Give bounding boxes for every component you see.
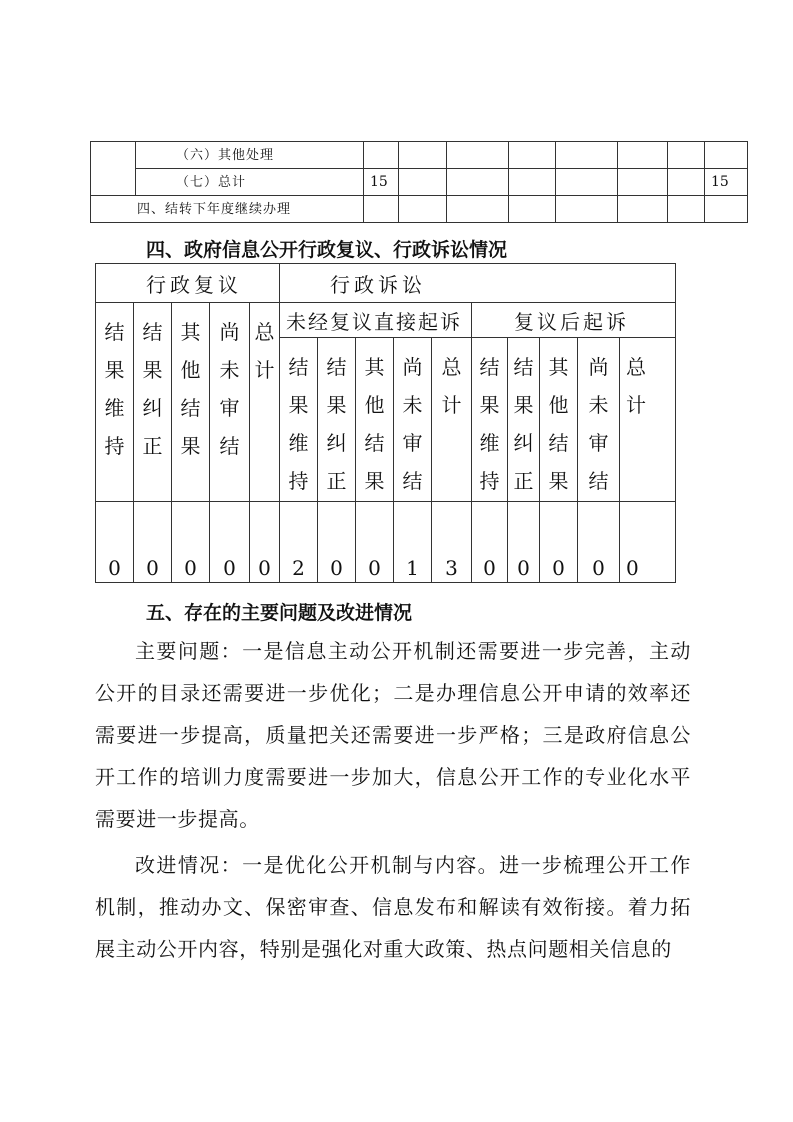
header-char: 果 — [180, 434, 201, 458]
col-after-other — [540, 338, 578, 502]
header-char: 果 — [104, 358, 125, 382]
col-direct-corrected — [318, 338, 356, 502]
header-char: 未 — [588, 393, 609, 417]
value-cell: 0 — [508, 502, 540, 583]
improvements-paragraph: 改进情况：一是优化公开机制与内容。进一步梳理公开工作机制，推动办文、保密审查、信息发布和解读有效衔接。着力拓展主动公开内容，特别是强化对重大政策、热点问题相关信息的 — [95, 853, 691, 961]
value-cell: 0 — [318, 502, 356, 583]
section5-heading: 五、存在的主要问题及改进情况 — [146, 602, 413, 624]
header-char: 结 — [288, 355, 309, 379]
header-char: 尚 — [219, 320, 240, 344]
header-char: 正 — [326, 469, 347, 493]
row-label: 四、结转下年度继续办理 — [91, 196, 364, 223]
header-char: 计 — [626, 393, 646, 417]
header-char: 纠 — [142, 396, 163, 420]
col-after-corrected — [508, 338, 540, 502]
col-after-upheld — [472, 338, 508, 502]
header-char: 审 — [219, 396, 240, 420]
header-char: 果 — [479, 393, 500, 417]
header-char: 果 — [142, 358, 163, 382]
cell-value: 15 — [364, 169, 399, 196]
header-char: 审 — [402, 431, 423, 455]
col-after-total — [620, 338, 676, 502]
header-char: 他 — [180, 358, 201, 382]
col-review-other — [172, 303, 210, 502]
review-litigation-table — [95, 263, 676, 583]
header-char: 他 — [364, 393, 385, 417]
value-cell: 0 — [172, 502, 210, 583]
subgroup-direct-suit: 未经复议直接起诉 — [280, 303, 472, 338]
header-char: 审 — [588, 431, 609, 455]
col-review-total — [250, 303, 280, 502]
header-char: 计 — [441, 393, 462, 417]
header-char: 计 — [254, 358, 275, 382]
header-char: 纠 — [513, 431, 534, 455]
header-char: 正 — [142, 434, 163, 458]
value-cell: 0 — [620, 502, 676, 583]
header-char: 结 — [104, 320, 125, 344]
col-direct-other — [356, 338, 394, 502]
values-row — [96, 502, 676, 583]
header-char: 总 — [254, 320, 275, 344]
value-cell: 0 — [210, 502, 250, 583]
col-review-upheld — [96, 303, 134, 502]
value-cell: 0 — [96, 502, 134, 583]
header-char: 其 — [364, 355, 385, 379]
header-char: 结 — [180, 396, 201, 420]
header-char: 其 — [548, 355, 569, 379]
header-char: 结 — [588, 469, 609, 493]
header-char: 其 — [180, 320, 201, 344]
row-label: （七）总计 — [136, 169, 364, 196]
header-char: 持 — [288, 469, 309, 493]
header-char: 他 — [548, 393, 569, 417]
cell-value: 15 — [705, 169, 748, 196]
row-label: （六）其他处理 — [136, 142, 364, 169]
header-char: 果 — [513, 393, 534, 417]
header-char: 果 — [288, 393, 309, 417]
col-direct-upheld — [280, 338, 318, 502]
problems-paragraph: 主要问题：一是信息主动公开机制还需要进一步完善，主动公开的目录还需要进一步优化；二是办理信息公开申请的效率还需要进一步提高，质量把关还需要进一步严格；三是政府信息公开工作的培训力度需要进一步加大，信息公开工作的专业化水平需要进一步提高。 — [95, 639, 691, 831]
col-direct-total — [432, 338, 472, 502]
header-char: 尚 — [402, 355, 423, 379]
header-char: 尚 — [588, 355, 609, 379]
col-after-pending — [578, 338, 620, 502]
header-char: 未 — [402, 393, 423, 417]
value-cell: 0 — [356, 502, 394, 583]
value-cell: 0 — [540, 502, 578, 583]
value-cell: 1 — [394, 502, 432, 583]
header-char: 纠 — [326, 431, 347, 455]
value-cell: 0 — [578, 502, 620, 583]
header-char: 持 — [104, 434, 125, 458]
header-char: 结 — [219, 434, 240, 458]
header-char: 结 — [402, 469, 423, 493]
header-char: 结 — [326, 355, 347, 379]
row-other-processing — [91, 142, 748, 169]
header-char: 维 — [479, 431, 500, 455]
section4-heading: 四、政府信息公开行政复议、行政诉讼情况 — [146, 239, 508, 261]
col-review-pending — [210, 303, 250, 502]
value-cell: 0 — [134, 502, 172, 583]
header-char: 结 — [548, 431, 569, 455]
row-carryover — [91, 196, 748, 223]
value-cell: 2 — [280, 502, 318, 583]
group-admin-litigation: 行政诉讼 — [280, 264, 676, 303]
header-char: 未 — [219, 358, 240, 382]
group-admin-review: 行政复议 — [96, 264, 280, 303]
header-char: 结 — [479, 355, 500, 379]
header-char: 果 — [326, 393, 347, 417]
header-char: 果 — [548, 469, 569, 493]
subgroup-after-review: 复议后起诉 — [472, 303, 676, 338]
header-char: 果 — [364, 469, 385, 493]
header-char: 总 — [626, 355, 646, 379]
value-cell: 0 — [472, 502, 508, 583]
header-char: 结 — [142, 320, 163, 344]
col-direct-pending — [394, 338, 432, 502]
header-char: 正 — [513, 469, 534, 493]
header-char: 持 — [479, 469, 500, 493]
row-total — [91, 169, 748, 196]
header-char: 结 — [513, 355, 534, 379]
value-cell: 3 — [432, 502, 472, 583]
value-cell: 0 — [250, 502, 280, 583]
header-char: 维 — [288, 431, 309, 455]
processing-table-continuation — [90, 141, 748, 223]
header-char: 维 — [104, 396, 125, 420]
header-char: 结 — [364, 431, 385, 455]
header-char: 总 — [441, 355, 462, 379]
col-review-corrected — [134, 303, 172, 502]
